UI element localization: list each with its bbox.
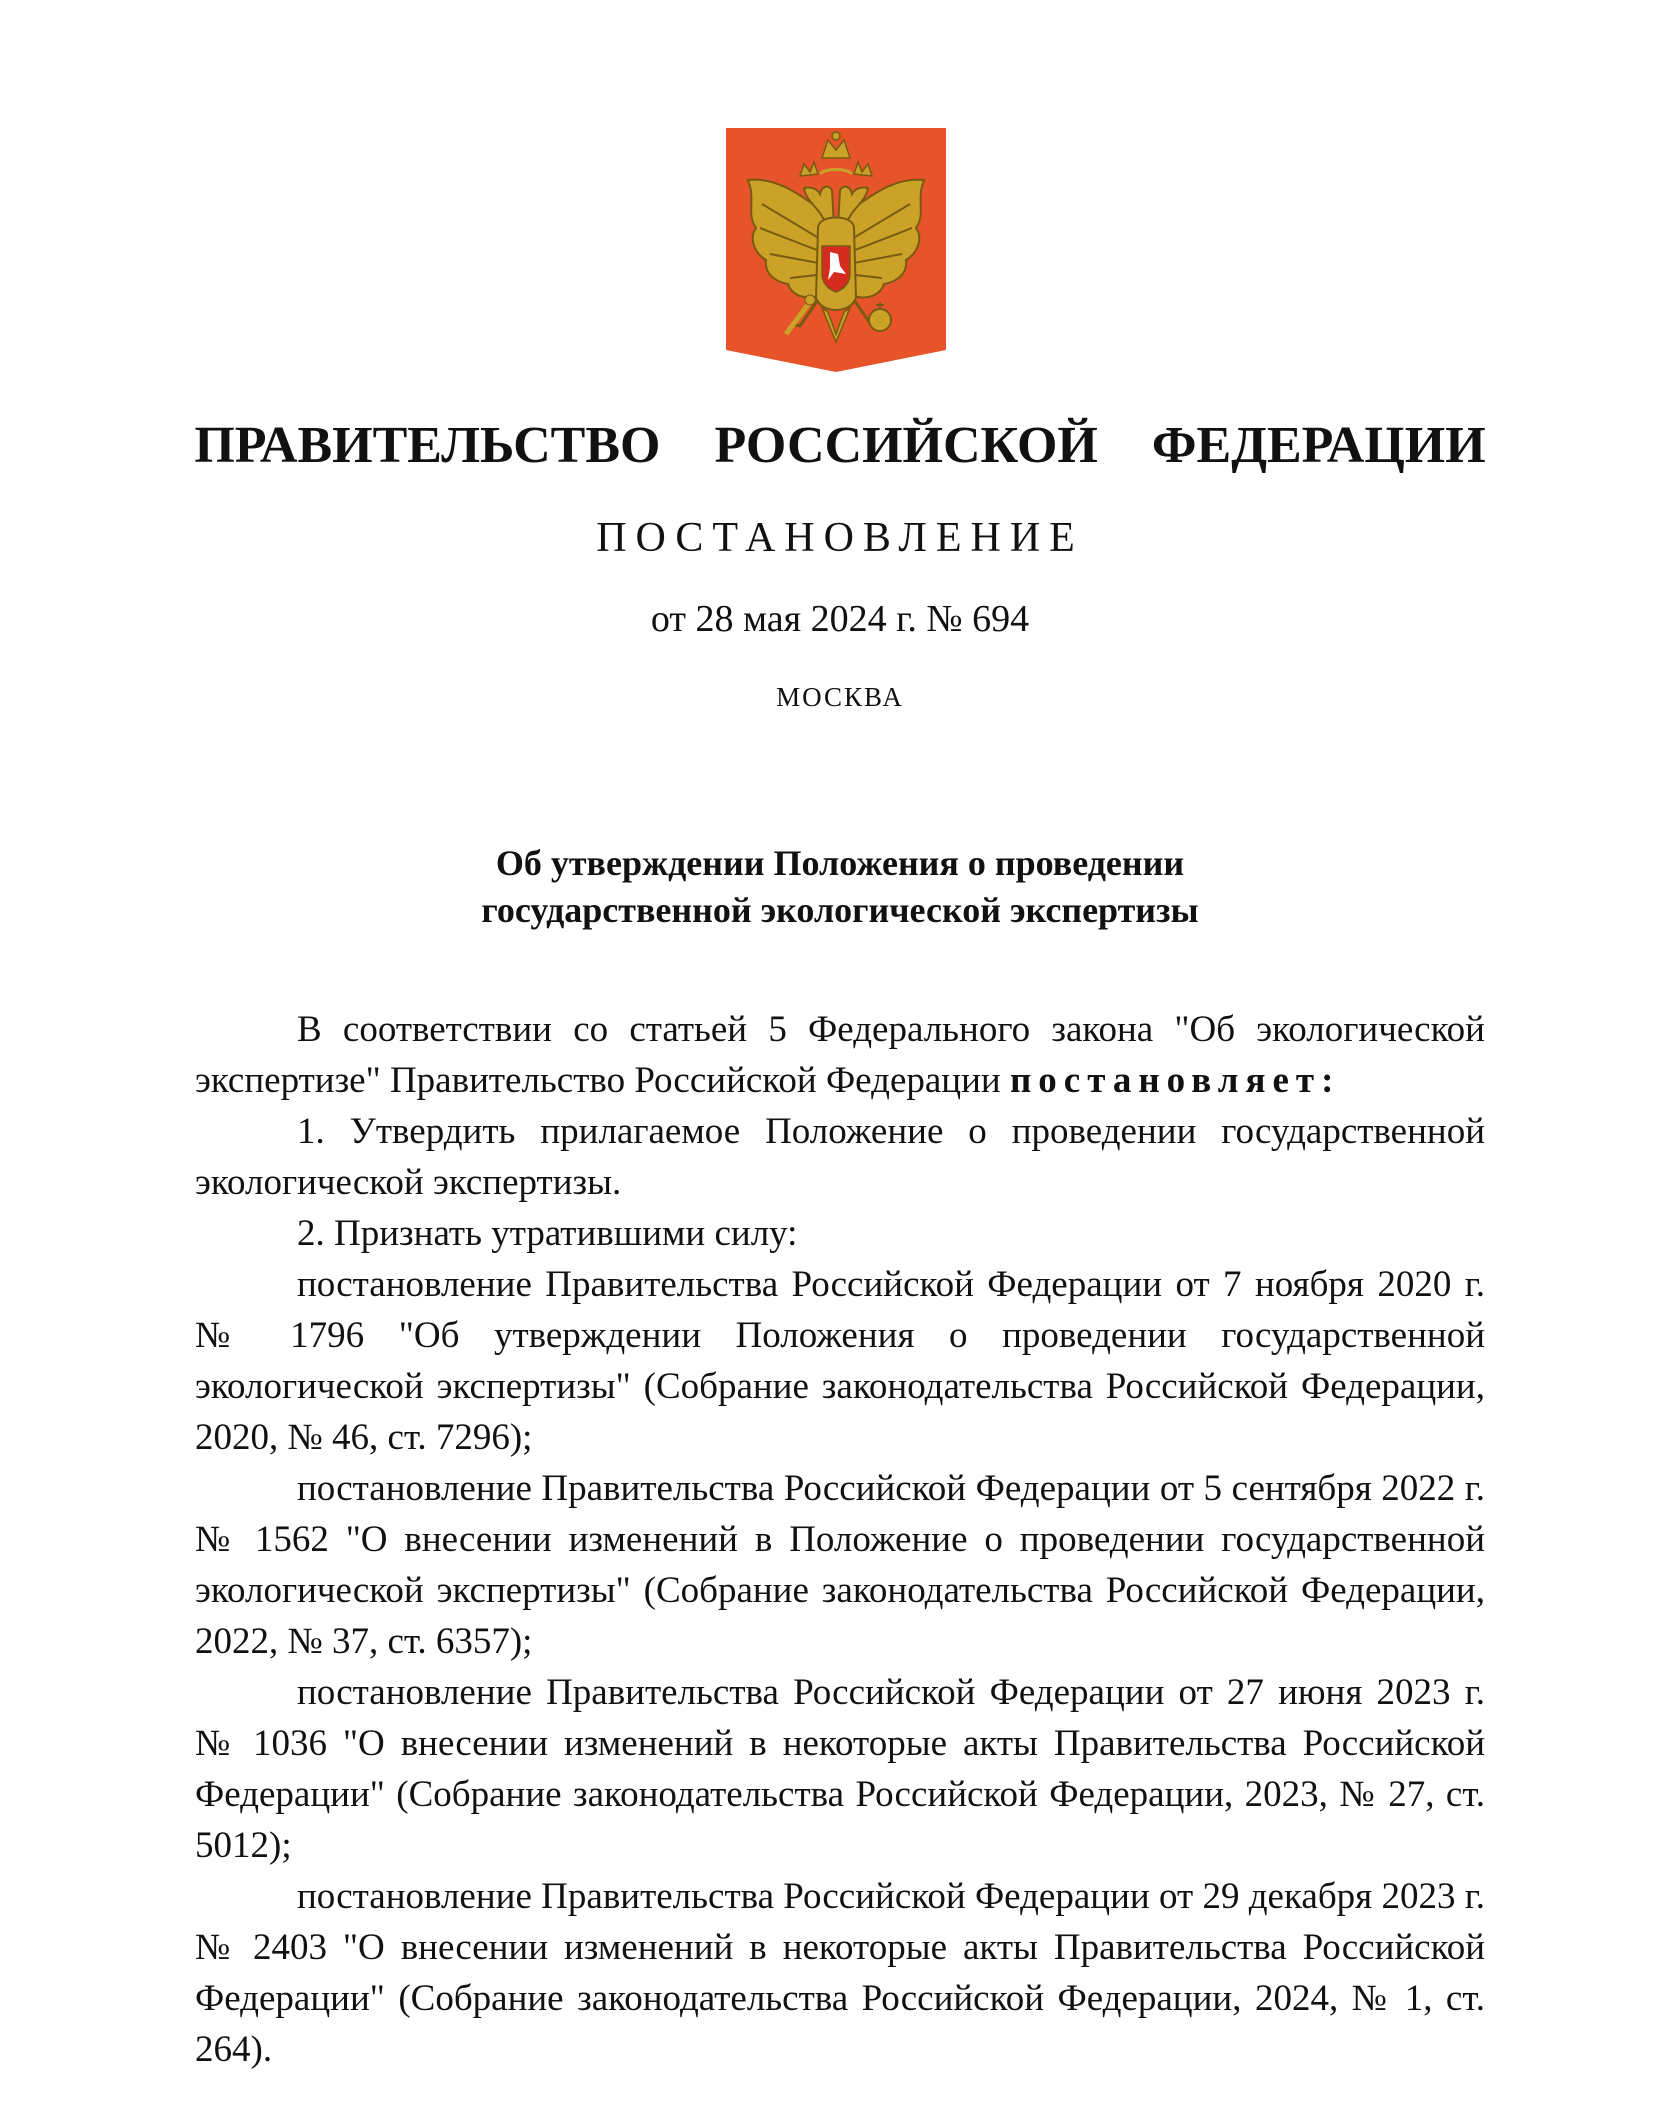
repealed-act-4: постановление Правительства Российской Федерации от 29 декабря 2023 г. № 2403 "О внесении изменений в некоторые акты Правительства Российской Федерации" (Собрание законодательства Российской Федерации, 2024, № 1, ст. 264). [195, 1876, 1485, 2070]
document-body [195, 1004, 1485, 2075]
russian-coat-of-arms-icon [726, 128, 946, 372]
resolves-word: постановляет: [1009, 1060, 1341, 1101]
repealed-act-3: постановление Правительства Российской Федерации от 27 июня 2023 г. № 1036 "О внесении изменений в некоторые акты Правительства Российской Федерации" (Собрание законодательства Российской Федерации, 2023, № 27, ст. 5012); [195, 1672, 1485, 1866]
repealed-act-2: постановление Правительства Российской Федерации от 5 сентября 2022 г. № 1562 "О внесении изменений в Положение о проведении государственной экологической экспертизы" (Собрание законодательства Российской Федерации, 2022, № 37, ст. 6357); [195, 1468, 1485, 1662]
government-title: ПРАВИТЕЛЬСТВО РОССИЙСКОЙ ФЕДЕРАЦИИ [194, 417, 1486, 474]
document-date-number: от 28 мая 2024 г. № 694 [650, 598, 1030, 640]
preamble-paragraph [195, 1004, 1485, 1106]
document-type: ПОСТАНОВЛЕНИЕ [596, 515, 1084, 561]
document-subject [0, 840, 1680, 934]
preamble-text: В соответствии со статьей 5 Федерального закона "Об экологической экспертизе" Правительство Российской Федерации [195, 1009, 1485, 1101]
item-1: 1. Утвердить прилагаемое Положение о проведении государственной экологической экспертизы. [195, 1111, 1485, 1203]
item-2: 2. Признать утратившими силу: [297, 1213, 798, 1254]
subject-line-2: государственной экологической экспертизы [481, 890, 1199, 930]
document-city: МОСКВА [776, 682, 904, 712]
repealed-act-1: постановление Правительства Российской Федерации от 7 ноября 2020 г. № 1796 "Об утверждении Положения о проведении государственной экологической экспертизы" (Собрание законодательства Российской Федерации, 2020, № 46, ст. 7296); [195, 1264, 1485, 1458]
subject-line-1: Об утверждении Положения о проведении [495, 843, 1185, 883]
